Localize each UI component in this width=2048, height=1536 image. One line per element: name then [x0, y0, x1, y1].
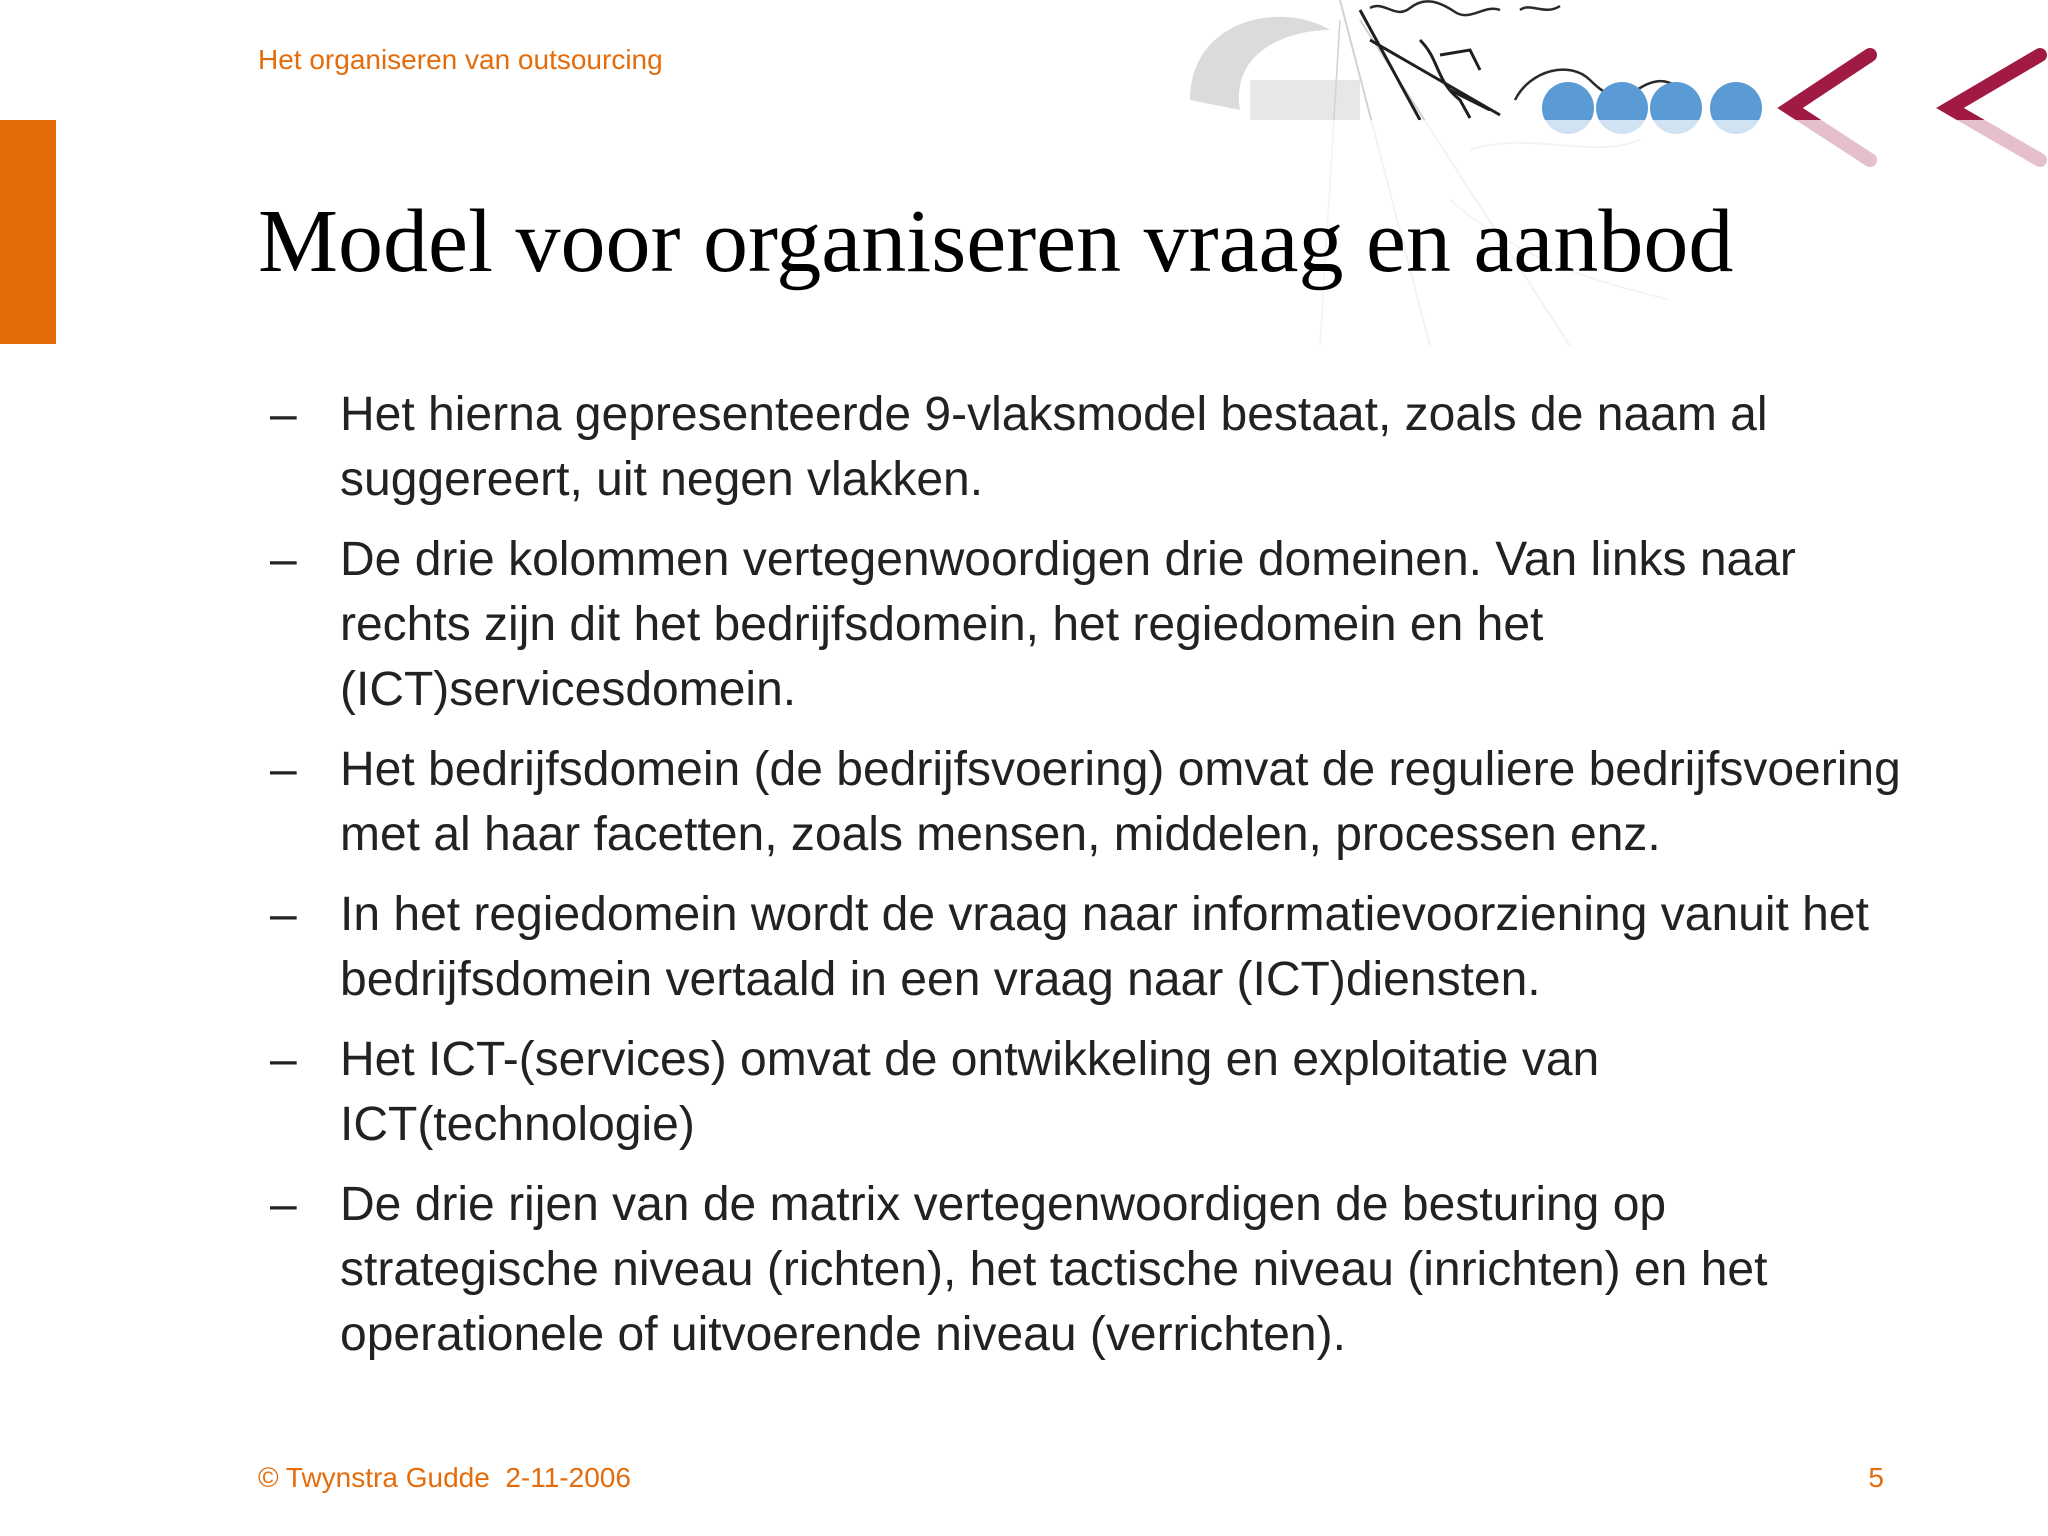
bullet-text: De drie kolommen vertegenwoordigen drie domeinen. Van links naar rechts zijn dit het bedrijfsdomein, het regiedomein en het (ICT)servicesdomein. — [340, 533, 1796, 716]
bullet-item — [270, 1027, 1910, 1157]
bullet-item — [270, 1172, 1910, 1367]
bullet-dash: – — [270, 888, 297, 941]
bullet-dash: – — [270, 533, 297, 586]
footer-copyright: © Twynstra Gudde 2-11-2006 — [258, 1462, 631, 1493]
bullet-text: Het hierna gepresenteerde 9-vlaksmodel bestaat, zoals de naam al suggereert, uit negen vlakken. — [340, 388, 1768, 506]
bullet-text: In het regiedomein wordt de vraag naar informatievoorziening vanuit het bedrijfsdomein vertaald in een vraag naar (ICT)diensten. — [340, 888, 1869, 1006]
orange-accent-bar — [0, 120, 56, 344]
slide-title: Model voor organiseren vraag en aanbod — [258, 192, 1734, 291]
bullet-text: Het bedrijfsdomein (de bedrijfsvoering) omvat de reguliere bedrijfsvoering met al haar facetten, zoals mensen, middelen, processen enz. — [340, 743, 1901, 861]
bullet-item — [270, 527, 1910, 722]
bullet-list — [270, 382, 1910, 1382]
bullet-dash: – — [270, 1178, 297, 1231]
bullet-dash: – — [270, 388, 297, 441]
bullet-item — [270, 882, 1910, 1012]
bullet-text: De drie rijen van de matrix vertegenwoordigen de besturing op strategische niveau (richten), het tactische niveau (inrichten) en het operationele of uitvoerende niveau (verrichten). — [340, 1178, 1768, 1361]
bullet-dash: – — [270, 1033, 297, 1086]
presentation-subtitle: Het organiseren van outsourcing — [258, 44, 663, 75]
bullet-item — [270, 737, 1910, 867]
bullet-dash: – — [270, 743, 297, 796]
header-decoration-image — [1170, 0, 2048, 346]
bullet-item — [270, 382, 1910, 512]
page-number: 5 — [1868, 1462, 1884, 1493]
bullet-text: Het ICT-(services) omvat de ontwikkeling en exploitatie van ICT(technologie) — [340, 1033, 1600, 1151]
